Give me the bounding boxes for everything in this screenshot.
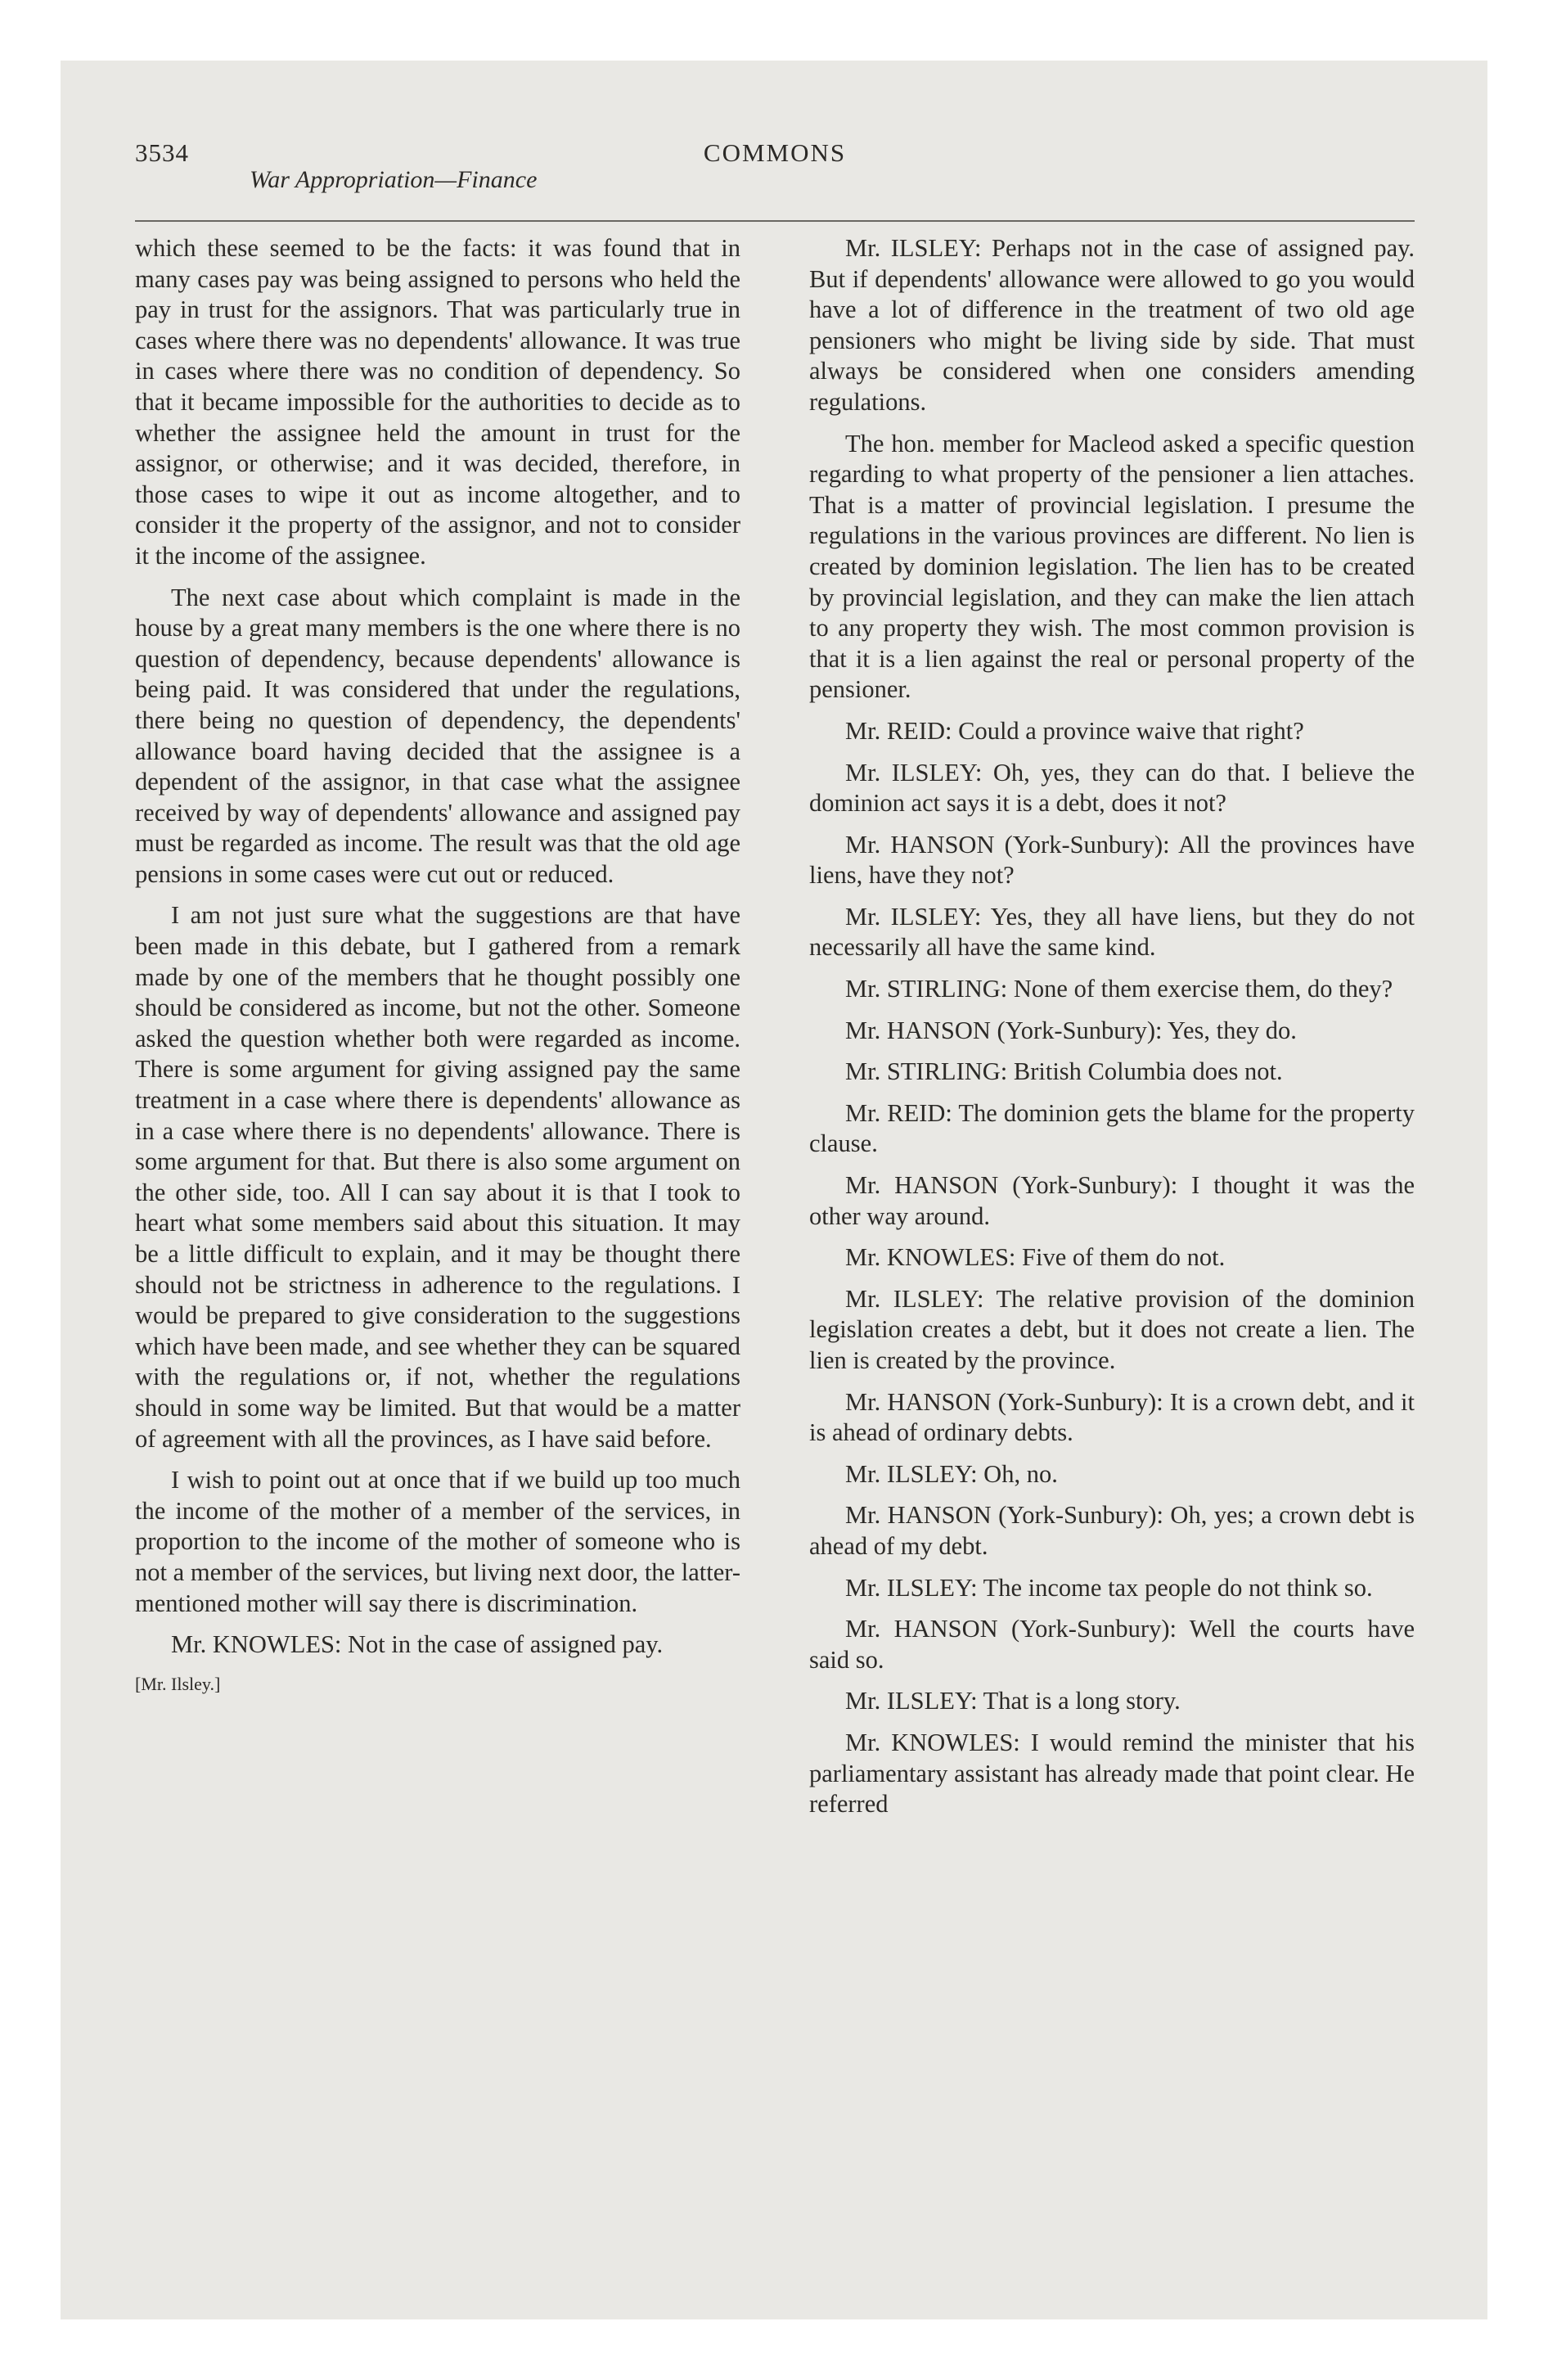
paragraph: I wish to point out at once that if we build up too much the income of the mother of a member of the services, in proportion to the income of the mother of someone who is not a member of the services, but living next door, the latter-mentioned mother will say there is discrimination.: [135, 1466, 740, 1617]
paragraph: Mr. HANSON (York-Sunbury): I thought it was the other way around.: [809, 1171, 1415, 1230]
paragraph: Mr. ILSLEY: The relative provision of the dominion legislation creates a debt, but it does not create a lien. The lien is created by the province.: [809, 1284, 1415, 1374]
paragraph: Mr. ILSLEY: Oh, no.: [845, 1459, 1058, 1488]
paragraph: Mr. STIRLING: British Columbia does not.: [845, 1057, 1283, 1086]
paragraph: Mr. ILSLEY: The income tax people do not think so.: [845, 1573, 1373, 1602]
paragraph: The hon. member for Macleod asked a specific question regarding to what property of the pensioner a lien attaches. That is a matter of provincial legislation. I presume the regulations in the various provinces are different. No lien is created by dominion legislation. The lien has to be created by provincial legislation, and they can make the lien attach to any property they wish. The most common provision is that it is a lien against the real or personal property of the pensioner.: [809, 429, 1415, 704]
paragraph: Mr. ILSLEY: That is a long story.: [845, 1687, 1181, 1715]
section-title: War Appropriation—Finance: [250, 166, 538, 193]
paragraph: Mr. STIRLING: None of them exercise them, do they?: [845, 975, 1393, 1003]
paragraph: I am not just sure what the suggestions are that have been made in this debate, but I gathered from a remark made by one of the members that he thought possibly one should be considered as income, but not the other. Someone asked the question whether both were regarded as income. There is some argument for giving assigned pay the same treatment in a case where there is dependents' allowance as in a case where there is no dependents' allowance. There is some argument for that. But there is also some argument on the other side, too. All I can say about it is that I took to heart what some members said about this situation. It may be a little difficult to explain, and it may be thought there should not be strictness in adherence to the regulations. I would be prepared to give consideration to the suggestions which have been made, and see whether they can be squared with the regulations or, if not, whether the regulations should in some way be limited. But that would be a matter of agreement with all the provinces, as I have said before.: [135, 901, 740, 1453]
paragraph: which these seemed to be the facts: it was found that in many cases pay was being assigned to persons who held the pay in trust for the assignors. That was particularly true in cases where there was no dependents' allowance. It was true in cases where there was no condition of dependency. So that it became impossible for the authorities to decide as to whether the assignee held the amount in trust for the assignor, or otherwise; and it was decided, therefore, in those cases to wipe it out as income altogether, and to consider it the property of the assignor, and not to consider it the income of the assignee.: [135, 234, 740, 570]
page-number: 3534: [135, 138, 189, 167]
header-rule: [135, 220, 1415, 222]
paragraph: Mr. ILSLEY: Perhaps not in the case of assigned pay. But if dependents' allowance were allowed to go you would have a lot of difference in the treatment of two old age pensioners who might be living side by side. That must always be considered when one considers amending regulations.: [809, 234, 1415, 416]
paragraph: Mr. REID: Could a province waive that right?: [845, 716, 1304, 745]
paragraph: Mr. ILSLEY: Yes, they all have liens, but they do not necessarily all have the same kind.: [809, 902, 1415, 962]
paragraph: Mr. HANSON (York-Sunbury): All the provinces have liens, have they not?: [809, 830, 1415, 890]
paragraph: Mr. ILSLEY: Oh, yes, they can do that. I believe the dominion act says it is a debt, does it not?: [809, 758, 1415, 818]
paragraph: The next case about which complaint is made in the house by a great many members is the one where there is no question of dependency, because dependents' allowance is being paid. It was considered that under the regulations, there being no question of dependency, the dependents' allowance board having decided that the assignee is a dependent of the assignor, in that case what the assignee received by way of dependents' allowance and assigned pay must be regarded as income. The result was that the old age pensions in some cases were cut out or reduced.: [135, 583, 740, 888]
paragraph: Mr. HANSON (York-Sunbury): Oh, yes; a crown debt is ahead of my debt.: [809, 1501, 1415, 1560]
paragraph: Mr. HANSON (York-Sunbury): Well the courts have said so.: [809, 1615, 1415, 1674]
paragraph: Mr. REID: The dominion gets the blame for the property clause.: [809, 1098, 1415, 1158]
paragraph: Mr. KNOWLES: Not in the case of assigned pay.: [171, 1630, 664, 1659]
paragraph: Mr. KNOWLES: I would remind the minister that his parliamentary assistant has already made that point clear. He referred: [809, 1728, 1415, 1819]
text-columns: [135, 233, 1415, 1831]
chamber-title: COMMONS: [703, 138, 847, 167]
left-column: [135, 233, 740, 1831]
hansard-page: [135, 135, 1415, 2197]
paragraph: Mr. HANSON (York-Sunbury): Yes, they do.: [845, 1016, 1297, 1044]
page-header: [135, 135, 1415, 225]
right-column: [809, 233, 1415, 1831]
paragraph: Mr. KNOWLES: Five of them do not.: [845, 1243, 1226, 1272]
paragraph: Mr. HANSON (York-Sunbury): It is a crown debt, and it is ahead of ordinary debts.: [809, 1387, 1415, 1447]
page-footer: [Mr. Ilsley.]: [135, 1673, 221, 1694]
